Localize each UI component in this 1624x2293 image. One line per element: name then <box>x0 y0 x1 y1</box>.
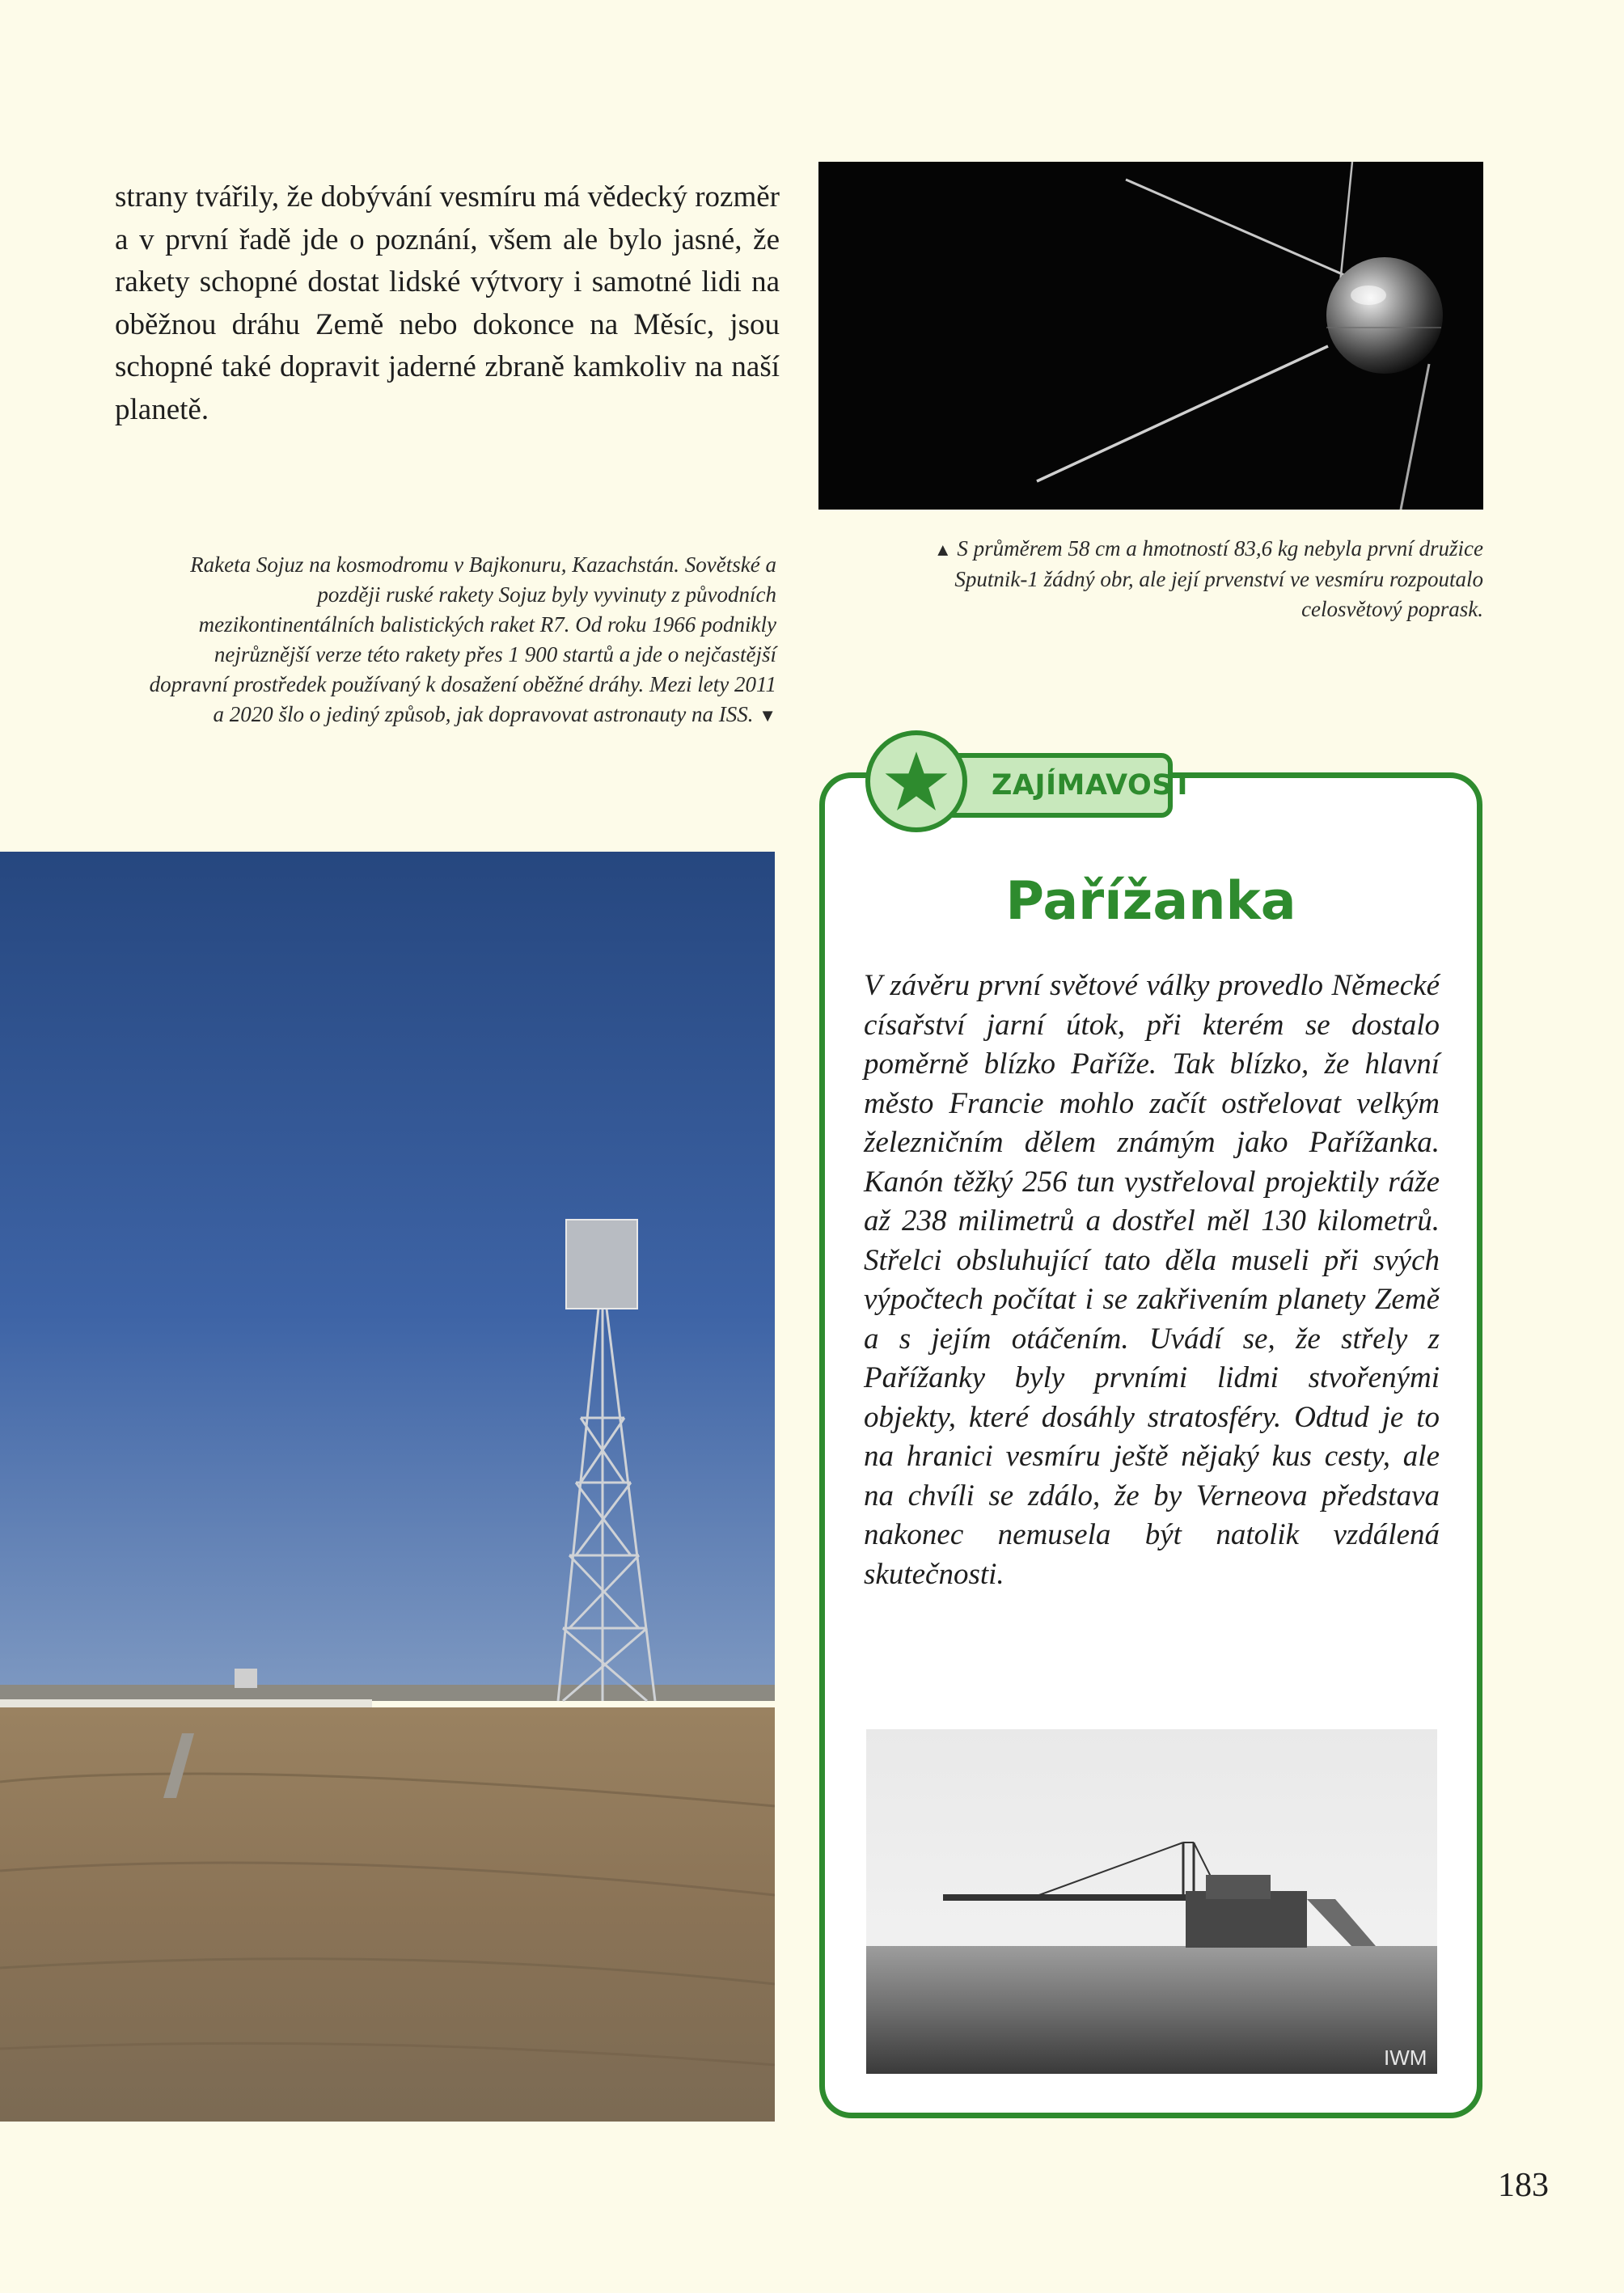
baikonur-photo <box>0 852 775 2122</box>
triangle-up-icon: ▲ <box>933 539 952 560</box>
sojuz-caption-text: Raketa Sojuz na kosmodromu v Bajkonuru, Kazachstán. Sovětské a později ruské rakety Sojuz byly vyvinuty z původních mezikontinentálních balistických raket R7. Od roku 1966 podnikly nejrůznější verze této rakety přes 1 900 startů a jde o nejčastější dopravní prostředek používaný k dosažení oběžné dráhy. Mezi lety 2011 a 2020 šlo o jediný způsob, jak dopravovat astronauty na ISS. <box>149 552 776 726</box>
sputnik-image <box>818 162 1483 510</box>
sputnik-photo <box>818 162 1483 510</box>
fact-text: V závěru první světové války provedlo Německé císařství jarní útok, při kterém se dostalo poměrně blízko Paříže. Tak blízko, že hlavní město Francie mohlo začít ostřelovat velkým železničním dělem známým jako Pařížanka. Kanón těžký 256 tun vystřeloval projektily ráže až 238 milimetrů a dostřel měl 130 kilometrů. Střelci obsluhující tato děla museli při svých výpočtech počítat i se zakřivením planety Země a s jejím otáčením. Uvádí se, že střely z Pařížanky byly prvními lidmi stvořenými objekty, které dosáhly stratosféry. Odtud je to na hranici vesmíru ještě nějaký kus cesty, ale na chvíli se zdálo, že by Verneova představa nakonec nemusela být natolik vzdálená skutečnosti. <box>864 969 1440 1591</box>
star-icon <box>884 749 949 814</box>
star-badge <box>865 730 967 832</box>
sputnik-caption-text: S průměrem 58 cm a hmotností 83,6 kg nebyla první družice Sputnik-1 žádný obr, ale její prvenství ve vesmíru rozpoutalo celosvětový poprask. <box>954 536 1483 621</box>
page-number: 183 <box>1498 2167 1549 2204</box>
baikonur-image <box>0 852 775 2122</box>
sputnik-caption <box>857 534 1483 624</box>
paris-gun-photo <box>866 1729 1437 2074</box>
paris-gun-image <box>866 1729 1437 2074</box>
fact-title: Pařížanka <box>1005 871 1296 932</box>
body-paragraph: strany tvářily, že dobývání vesmíru má vědecký rozměr a v první řadě jde o poznání, všem ale bylo jasné, že rakety schopné dostat lidské výtvory i samotné lidi na oběžnou dráhu Země nebo dokonce na Měsíc, jsou schopné také dopravit jaderné zbraně kamkoliv na naší planetě. <box>115 180 780 426</box>
badge-label: ZAJÍMAVOST <box>992 769 1193 802</box>
triangle-down-icon: ▼ <box>759 705 776 726</box>
sojuz-caption <box>146 550 776 730</box>
iwm-watermark: IWM <box>1384 2046 1427 2070</box>
